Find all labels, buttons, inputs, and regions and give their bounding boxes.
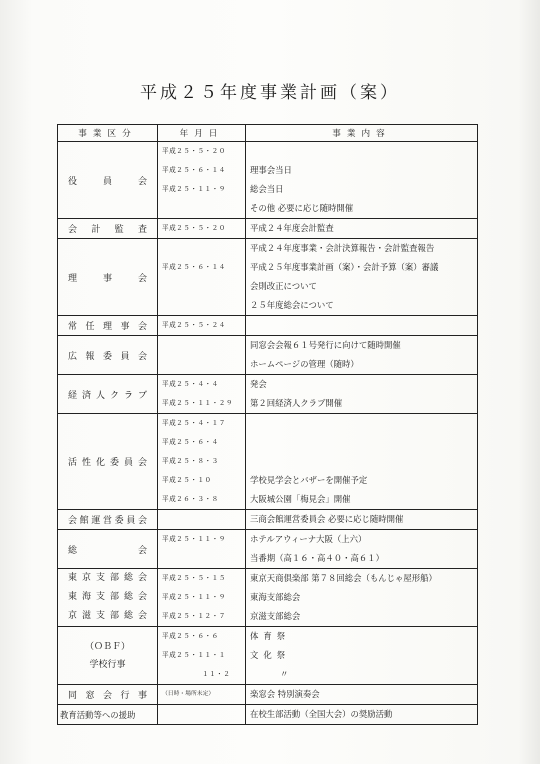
row-content: 京滋支部総会 (250, 611, 301, 621)
row-dates (158, 316, 246, 336)
row-contents (246, 685, 478, 705)
row-contents (246, 142, 478, 219)
row-date: １１・２ (202, 670, 231, 678)
table-row (58, 627, 478, 685)
table-row (58, 705, 478, 725)
table-row (58, 685, 478, 705)
row-date: 平成２５・５・２０ (162, 224, 226, 232)
row-category-line: 東海支部総会 (68, 592, 147, 602)
row-date (162, 296, 241, 315)
table-row (58, 239, 478, 316)
row-category (58, 569, 158, 627)
row-date (162, 199, 241, 218)
row-date: 平成２５・８・３ (162, 457, 219, 465)
row-dates (158, 336, 246, 375)
row-date: 平成２５・１１・９ (162, 593, 226, 601)
row-content: 東海支部総会 (250, 592, 301, 602)
header-content: 事業内容 (246, 125, 478, 142)
row-category: 教育活動等への援助 (58, 705, 158, 725)
table-row (58, 530, 478, 569)
row-contents (246, 627, 478, 685)
row-content: 平成２４年度事業・会計決算報告・会計監査報告 (250, 243, 435, 253)
row-category: 理事会 (58, 239, 158, 316)
row-date: 平成２５・１０ (162, 476, 212, 484)
row-contents (246, 219, 478, 239)
table-row (58, 414, 478, 510)
row-content (250, 452, 473, 471)
row-date: 平成２５・４・４ (162, 380, 219, 388)
row-dates (158, 414, 246, 510)
row-content: ホテルアウィーナ大阪（上六） (250, 534, 367, 544)
row-dates (158, 569, 246, 627)
row-content: 平成２５年度事業計画（案）・会計予算（案）審議 (250, 262, 439, 272)
row-content (250, 433, 473, 452)
page-title: 平成２５年度事業計画（案） (140, 83, 400, 103)
row-contents (246, 530, 478, 569)
row-date: 平成２５・５・１５ (162, 574, 226, 582)
row-content: 楽窓会 特別演奏会 (250, 689, 320, 699)
row-content: ホームページの管理（随時） (250, 359, 359, 369)
row-category: 総会 (58, 530, 158, 569)
row-content: 同窓会会報６１号発行に向けて随時開催 (250, 340, 401, 350)
header-date: 年月日 (158, 125, 246, 142)
row-content: 東京天商倶楽部 第７８回総会（もんじゃ屋形船） (250, 573, 437, 583)
row-content: ２５年度総会について (250, 300, 334, 310)
row-category: 会計監査 (58, 219, 158, 239)
row-date: 平成２５・１１・１ (162, 651, 226, 659)
row-date: 平成２５・６・６ (162, 632, 219, 640)
row-content: 文化祭 (250, 650, 291, 660)
row-category: 同窓会行事 (58, 685, 158, 705)
row-contents (246, 239, 478, 316)
row-date: 平成２５・６・１４ (162, 166, 226, 174)
row-date: 平成２５・５・２０ (162, 147, 226, 155)
row-content: 学校見学会とバザーを開催予定 (250, 475, 368, 485)
row-content: 会則改正について (250, 281, 317, 291)
row-content (250, 142, 473, 161)
row-content: 平成２４年度会計監査 (250, 223, 334, 233)
table-row (58, 569, 478, 627)
row-content: 第２回経済人クラブ開催 (250, 398, 343, 408)
row-category-line: 京滋支部総会 (68, 611, 147, 621)
row-category: 役員会 (58, 142, 158, 219)
row-category-line: 東京支部総会 (68, 573, 147, 583)
row-content: 理事会当日 (250, 165, 292, 175)
row-contents (246, 316, 478, 336)
row-date (162, 336, 241, 355)
row-content: 発会 (250, 379, 267, 389)
row-content: その他 必要に応じ随時開催 (250, 203, 354, 213)
table-row (58, 142, 478, 219)
row-date: 平成２５・１１・９ (162, 185, 226, 193)
row-category-line: （ＯＢＦ） (84, 641, 130, 652)
row-category-line: 学校行事 (89, 659, 126, 670)
row-dates (158, 627, 246, 685)
row-dates (158, 239, 246, 316)
row-category: 会館運営委員会 (58, 510, 158, 530)
row-category: 経済人クラブ (58, 375, 158, 414)
row-contents (246, 569, 478, 627)
row-content: 〃 (280, 669, 289, 679)
row-date (162, 355, 241, 374)
row-content: 体育祭 (250, 631, 291, 641)
row-dates (158, 510, 246, 530)
table-row (58, 375, 478, 414)
row-date (162, 239, 241, 258)
row-category: 広報委員会 (58, 336, 158, 375)
row-contents (246, 510, 478, 530)
row-category (58, 627, 158, 685)
row-content (250, 414, 473, 433)
table-row (58, 336, 478, 375)
row-date: 平成２５・１１・９ (162, 535, 226, 543)
row-content: 三商会館運営委員会 必要に応じ随時開催 (250, 514, 404, 524)
row-date: 平成２５・４・１７ (162, 419, 226, 427)
row-dates (158, 375, 246, 414)
business-plan-table (57, 124, 478, 725)
row-content: 当番期（高１６・高４０・高６１） (250, 553, 384, 563)
row-contents (246, 336, 478, 375)
row-contents (246, 705, 478, 725)
table-row (58, 316, 478, 336)
table-row (58, 219, 478, 239)
row-content: 大阪城公園「梅見会」開催 (250, 494, 351, 504)
row-content: 総会当日 (250, 184, 284, 194)
row-date (162, 705, 241, 724)
row-dates (158, 142, 246, 219)
row-contents (246, 375, 478, 414)
row-date (162, 549, 241, 568)
row-date: 平成２６・３・８ (162, 495, 219, 503)
table-header-row (58, 125, 478, 142)
row-content: 在校生部活動（全国大会）の奨励活動 (250, 709, 393, 719)
row-date: 平成２５・５・２４ (162, 321, 226, 329)
row-dates (158, 530, 246, 569)
row-dates (158, 685, 246, 705)
row-date: （日時・場所未定） (162, 691, 215, 697)
row-date (162, 510, 241, 529)
row-date: 平成２５・１２・７ (162, 612, 226, 620)
row-content (250, 316, 473, 335)
row-dates (158, 705, 246, 725)
header-category: 事業区分 (58, 125, 158, 142)
row-dates (158, 219, 246, 239)
table-row (58, 510, 478, 530)
row-date: 平成２５・６・１４ (162, 263, 226, 271)
row-date: 平成２５・１１・２９ (162, 399, 233, 407)
row-category: 活性化委員会 (58, 414, 158, 510)
row-date: 平成２５・６・４ (162, 438, 219, 446)
row-contents (246, 414, 478, 510)
row-date (162, 277, 241, 296)
row-category: 常任理事会 (58, 316, 158, 336)
